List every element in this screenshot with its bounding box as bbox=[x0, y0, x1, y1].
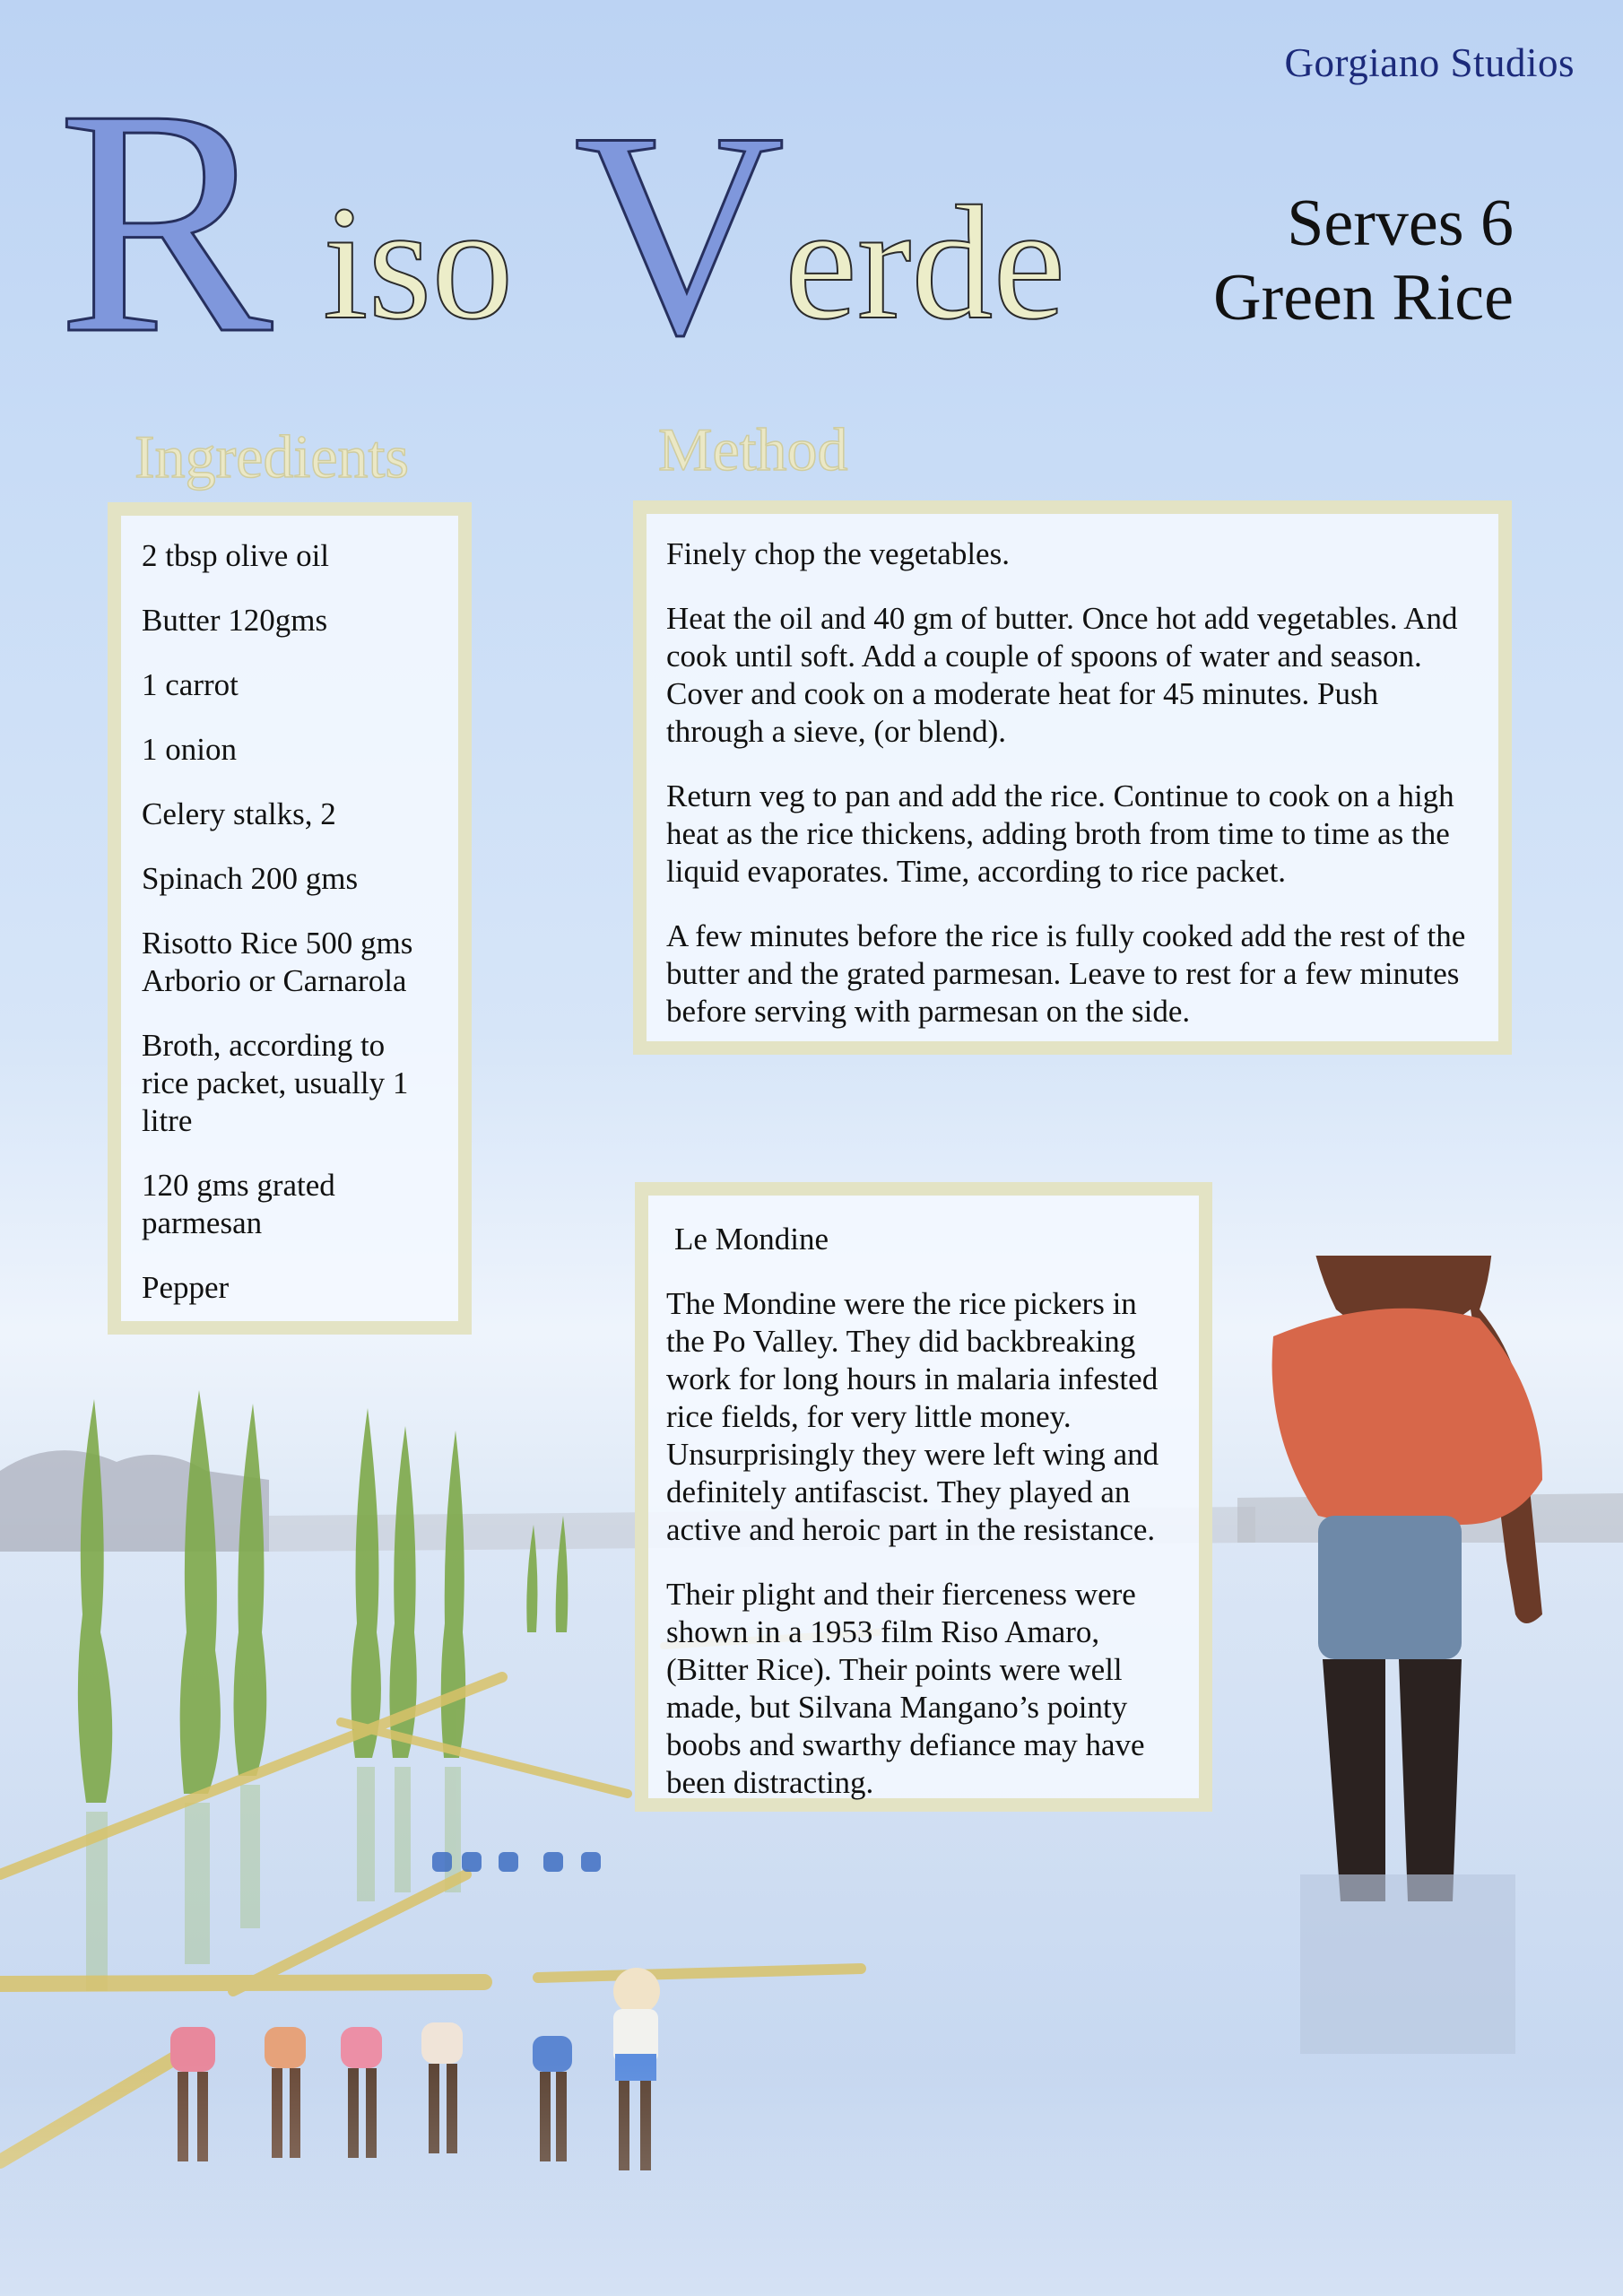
mondine-paragraph: The Mondine were the rice pickers in the Po Valley. They did backbreaking work for long hours in malaria infested rice fields, for very little money. Unsurprisingly they were left wing and definitely antifascist. They played an active and heroic part in the resistance. bbox=[666, 1286, 1159, 1547]
title-rest-erde: erde bbox=[785, 173, 1066, 353]
dish-subtitle: Green Rice bbox=[1213, 260, 1514, 335]
ingredient-item: Risotto Rice 500 gms Arborio or Carnarola bbox=[142, 926, 413, 998]
ingredient-item: Spinach 200 gms bbox=[142, 861, 359, 896]
method-step: Heat the oil and 40 gm of butter. Once hot add vegetables. And cook until soft. Add a couple of spoons of water and season. Cover and cook on a moderate heat for 45 minutes. Push through a sieve, (or blend). bbox=[666, 601, 1458, 749]
method-heading: Method bbox=[658, 415, 848, 483]
mondine-paragraph: Their plight and their fierceness were shown in a 1953 film Riso Amaro, (Bitter Rice). Their points were well made, but Silvana Mangano’s pointy boobs and swarthy defiance may have been distracting. bbox=[666, 1577, 1145, 1800]
ingredient-item: Butter 120gms bbox=[142, 603, 328, 638]
method-panel bbox=[633, 500, 1512, 1055]
ingredient-item: Broth, according to rice packet, usually 1 litre bbox=[142, 1028, 409, 1138]
mondine-panel bbox=[635, 1182, 1212, 1812]
ingredients-heading: Ingredients bbox=[135, 422, 409, 491]
ingredient-item: 120 gms grated parmesan bbox=[142, 1168, 335, 1240]
title-initial-v: V bbox=[574, 71, 785, 377]
ingredient-item: 1 carrot bbox=[142, 667, 239, 702]
ingredients-panel bbox=[108, 502, 472, 1335]
studio-name: Gorgiano Studios bbox=[1284, 40, 1575, 85]
serves-block bbox=[1213, 187, 1514, 335]
ingredient-item: Celery stalks, 2 bbox=[142, 796, 336, 831]
mondine-title: Le Mondine bbox=[674, 1222, 829, 1257]
ingredient-item: 2 tbsp olive oil bbox=[142, 538, 330, 573]
title-rest-iso: iso bbox=[323, 173, 514, 353]
ingredient-item: Pepper bbox=[142, 1270, 230, 1305]
title-initial-r: R bbox=[57, 42, 273, 377]
ingredient-item: 1 onion bbox=[142, 732, 237, 767]
serves-count: Serves 6 bbox=[1287, 187, 1514, 260]
method-step: Return veg to pan and add the rice. Continue to cook on a high heat as the rice thickens, adding broth from time to time as the liquid evaporates. Time, according to rice packet. bbox=[666, 778, 1454, 889]
method-step: A few minutes before the rice is fully cooked add the rest of the butter and the grated parmesan. Leave to rest for a few minutes before serving with parmesan on the side. bbox=[666, 918, 1466, 1029]
method-step: Finely chop the vegetables. bbox=[666, 536, 1010, 571]
